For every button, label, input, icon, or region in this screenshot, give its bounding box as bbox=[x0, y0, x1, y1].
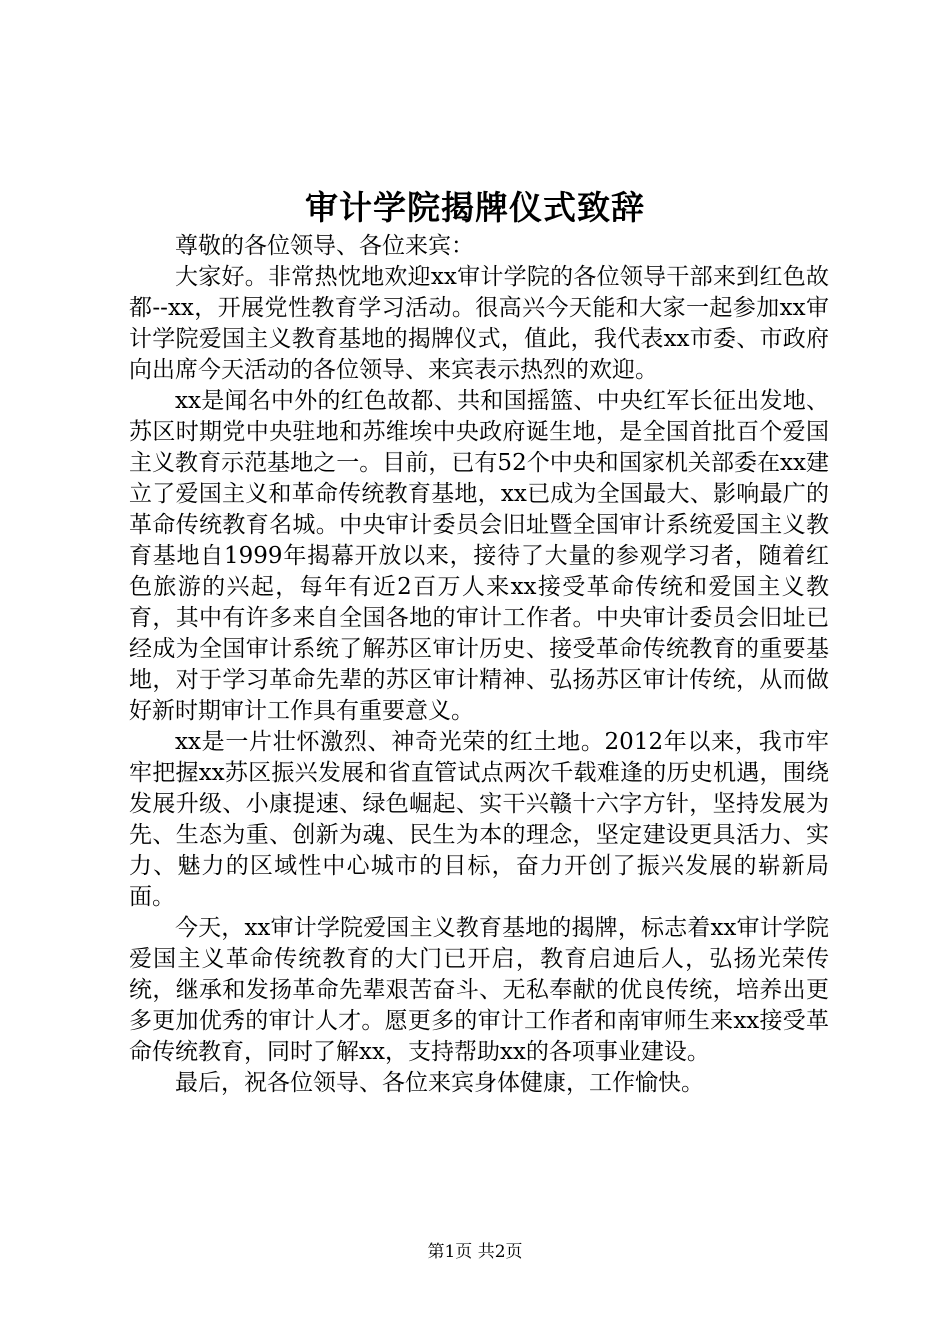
significance-paragraph: 今天，xx审计学院爱国主义教育基地的揭牌，标志着xx审计学院爱国主义革命传统教育的大门已开启，教育启迪后人，弘扬光荣传统，继承和发扬革命先辈艰苦奋斗、无私奉献的优良传统，培养出更多更加优秀的审计人才。愿更多的审计工作者和南审师生来xx接受革命传统教育，同时了解xx，支持帮助xx的各项事业建设。 bbox=[129, 915, 829, 1065]
development-paragraph: xx是一片壮怀激烈、神奇光荣的红土地。2012年以来，我市牢牢把握xx苏区振兴发展和省直管试点两次千载难逢的历史机遇，围绕发展升级、小康提速、绿色崛起、实干兴赣十六字方针，坚持发展为先、生态为重、创新为魂、民生为本的理念，坚定建设更具活力、实力、魅力的区域性中心城市的目标，奋力开创了振兴发展的崭新局面。 bbox=[129, 729, 829, 910]
salutation-paragraph: 尊敬的各位领导、各位来宾： bbox=[175, 233, 474, 259]
document-title: 审计学院揭牌仪式致辞 bbox=[305, 188, 645, 227]
document-body bbox=[129, 231, 829, 1099]
page-number-footer: 第1页 共2页 bbox=[427, 1242, 523, 1262]
welcome-paragraph: 大家好。非常热忱地欢迎xx审计学院的各位领导干部来到红色故都--xx，开展党性教育学习活动。很高兴今天能和大家一起参加xx审计学院爱国主义教育基地的揭牌仪式，值此，我代表xx市委、市政府向出席今天活动的各位领导、来宾表示热烈的欢迎。 bbox=[129, 264, 829, 383]
closing-paragraph: 最后，祝各位领导、各位来宾身体健康，工作愉快。 bbox=[175, 1070, 704, 1096]
history-paragraph: xx是闻名中外的红色故都、共和国摇篮、中央红军长征出发地、苏区时期党中央驻地和苏维埃中央政府诞生地，是全国首批百个爱国主义教育示范基地之一。目前，已有52个中央和国家机关部委在xx建立了爱国主义和革命传统教育基地，xx已成为全国最大、影响最广的革命传统教育名城。中央审计委员会旧址暨全国审计系统爱国主义教育基地自1999年揭幕开放以来，接待了大量的参观学习者，随着红色旅游的兴起，每年有近2百万人来xx接受革命传统和爱国主义教育，其中有许多来自全国各地的审计工作者。中央审计委员会旧址已经成为全国审计系统了解苏区审计历史、接受革命传统教育的重要基地，对于学习革命先辈的苏区审计精神、弘扬苏区审计传统，从而做好新时期审计工作具有重要意义。 bbox=[129, 388, 829, 724]
